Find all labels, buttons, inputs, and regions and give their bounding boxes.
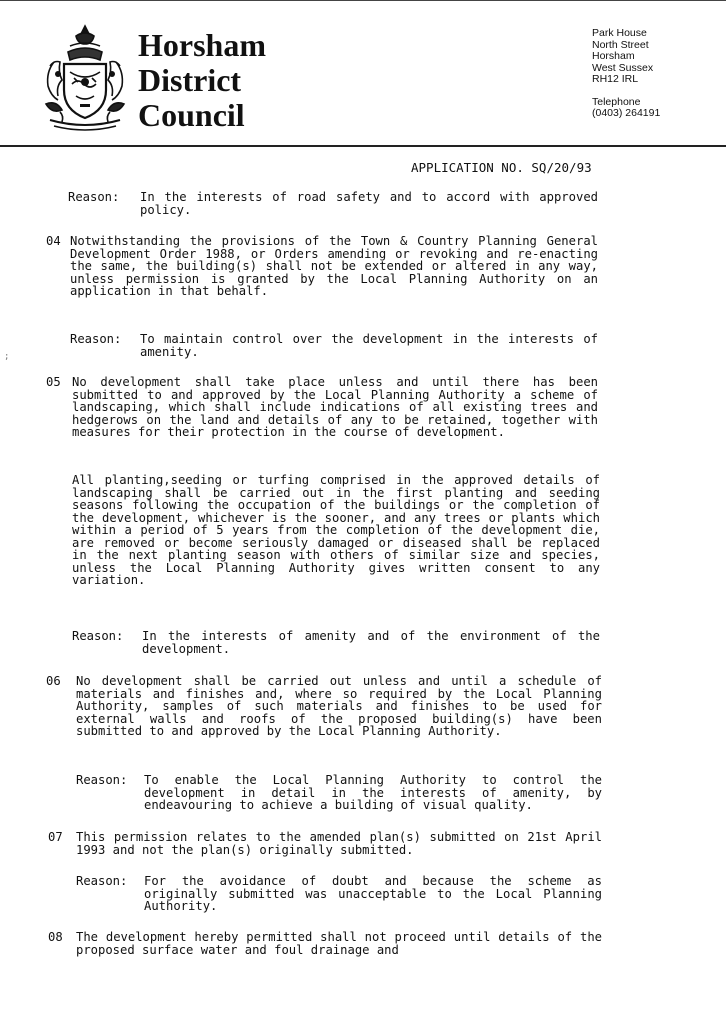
condition-06-text: No development shall be carried out unless and until a schedule of materials and finishes and, where so required by the Local Planning Authority, samples of such materials and finishes to be used for external walls and roofs of the proposed building(s) have been submitted to and approved by the Local Planning Authority.: [76, 674, 602, 738]
telephone-number: (0403) 264191: [592, 107, 661, 119]
condition-06-reason: To enable the Local Planning Authority to control the development in detail in the interests of amenity, by endeavouring to achieve a building of visual quality.: [144, 773, 602, 812]
condition-04-text: Notwithstanding the provisions of the Town & Country Planning General Development Order 1988, or Orders amending or revoking and re-enacting the same, the building(s) shall not be extended or altered in any way, unless permission is granted by the Local Planning Authority on an application in that behalf.: [70, 234, 598, 298]
address-line-2: North Street: [592, 38, 649, 51]
condition-08-text: The development hereby permitted shall not proceed until details of the proposed surface water and foul drainage and: [76, 930, 602, 957]
condition-07-reason: For the avoidance of doubt and because the scheme as originally submitted was unacceptable to the Local Planning Authority.: [144, 874, 602, 913]
address-line-5: RH12 IRL: [592, 73, 639, 85]
condition-04-reason: To maintain control over the development in the interests of amenity.: [140, 332, 598, 359]
reason-label: Reason:: [76, 874, 128, 888]
council-name-line-1: Horsham: [138, 27, 266, 63]
reason-label: Reason:: [76, 773, 128, 787]
margin-mark: ;: [4, 352, 10, 362]
condition-07-number: 07: [48, 830, 63, 844]
reason-label: Reason:: [68, 190, 120, 204]
address-line-4: West Sussex: [592, 61, 654, 74]
condition-05-text: No development shall take place unless and until there has been submitted to and approved by the Local Planning Authority a scheme of landscaping, which shall include indications of all existing trees and hedgerows on the land and details of any to be retained, together with measures for their protection in the course of development.: [72, 375, 598, 439]
condition-05-reason: In the interests of amenity and of the environment of the development.: [142, 629, 600, 656]
reason-label: Reason:: [72, 629, 124, 643]
top-edge-rule: [0, 0, 726, 1]
application-number: APPLICATION NO. SQ/20/93: [411, 160, 592, 175]
council-name-line-2: District: [138, 62, 242, 98]
council-address: [592, 28, 660, 120]
council-name: [138, 28, 266, 133]
condition-04-number: 04: [46, 234, 61, 248]
address-line-3: Horsham: [592, 50, 635, 62]
telephone-label: Telephone: [592, 95, 641, 108]
address-line-1: Park House: [592, 27, 647, 39]
condition-08-number: 08: [48, 930, 63, 944]
condition-06-number: 06: [46, 674, 61, 688]
council-crest-icon: [40, 22, 130, 134]
header-divider: [0, 145, 726, 147]
reason-label: Reason:: [70, 332, 122, 346]
condition-05-text-continued: All planting,seeding or turfing comprised in the approved details of landscaping shall be carried out in the first planting and seeding seasons following the occupation of the buildings or the completion of the development, whichever is the sooner, and any trees or plants which within a period of 5 years from the completion of the development die, are removed or become seriously damaged or diseased shall be replaced in the next planting season with others of similar size and species, unless the Local Planning Authority gives written consent to any variation.: [72, 473, 600, 587]
condition-03-reason: In the interests of road safety and to accord with approved policy.: [140, 190, 598, 217]
council-name-line-3: Council: [138, 97, 245, 133]
condition-07-text: This permission relates to the amended plan(s) submitted on 21st April 1993 and not the plan(s) originally submitted.: [76, 830, 602, 857]
condition-05-number: 05: [46, 375, 61, 389]
